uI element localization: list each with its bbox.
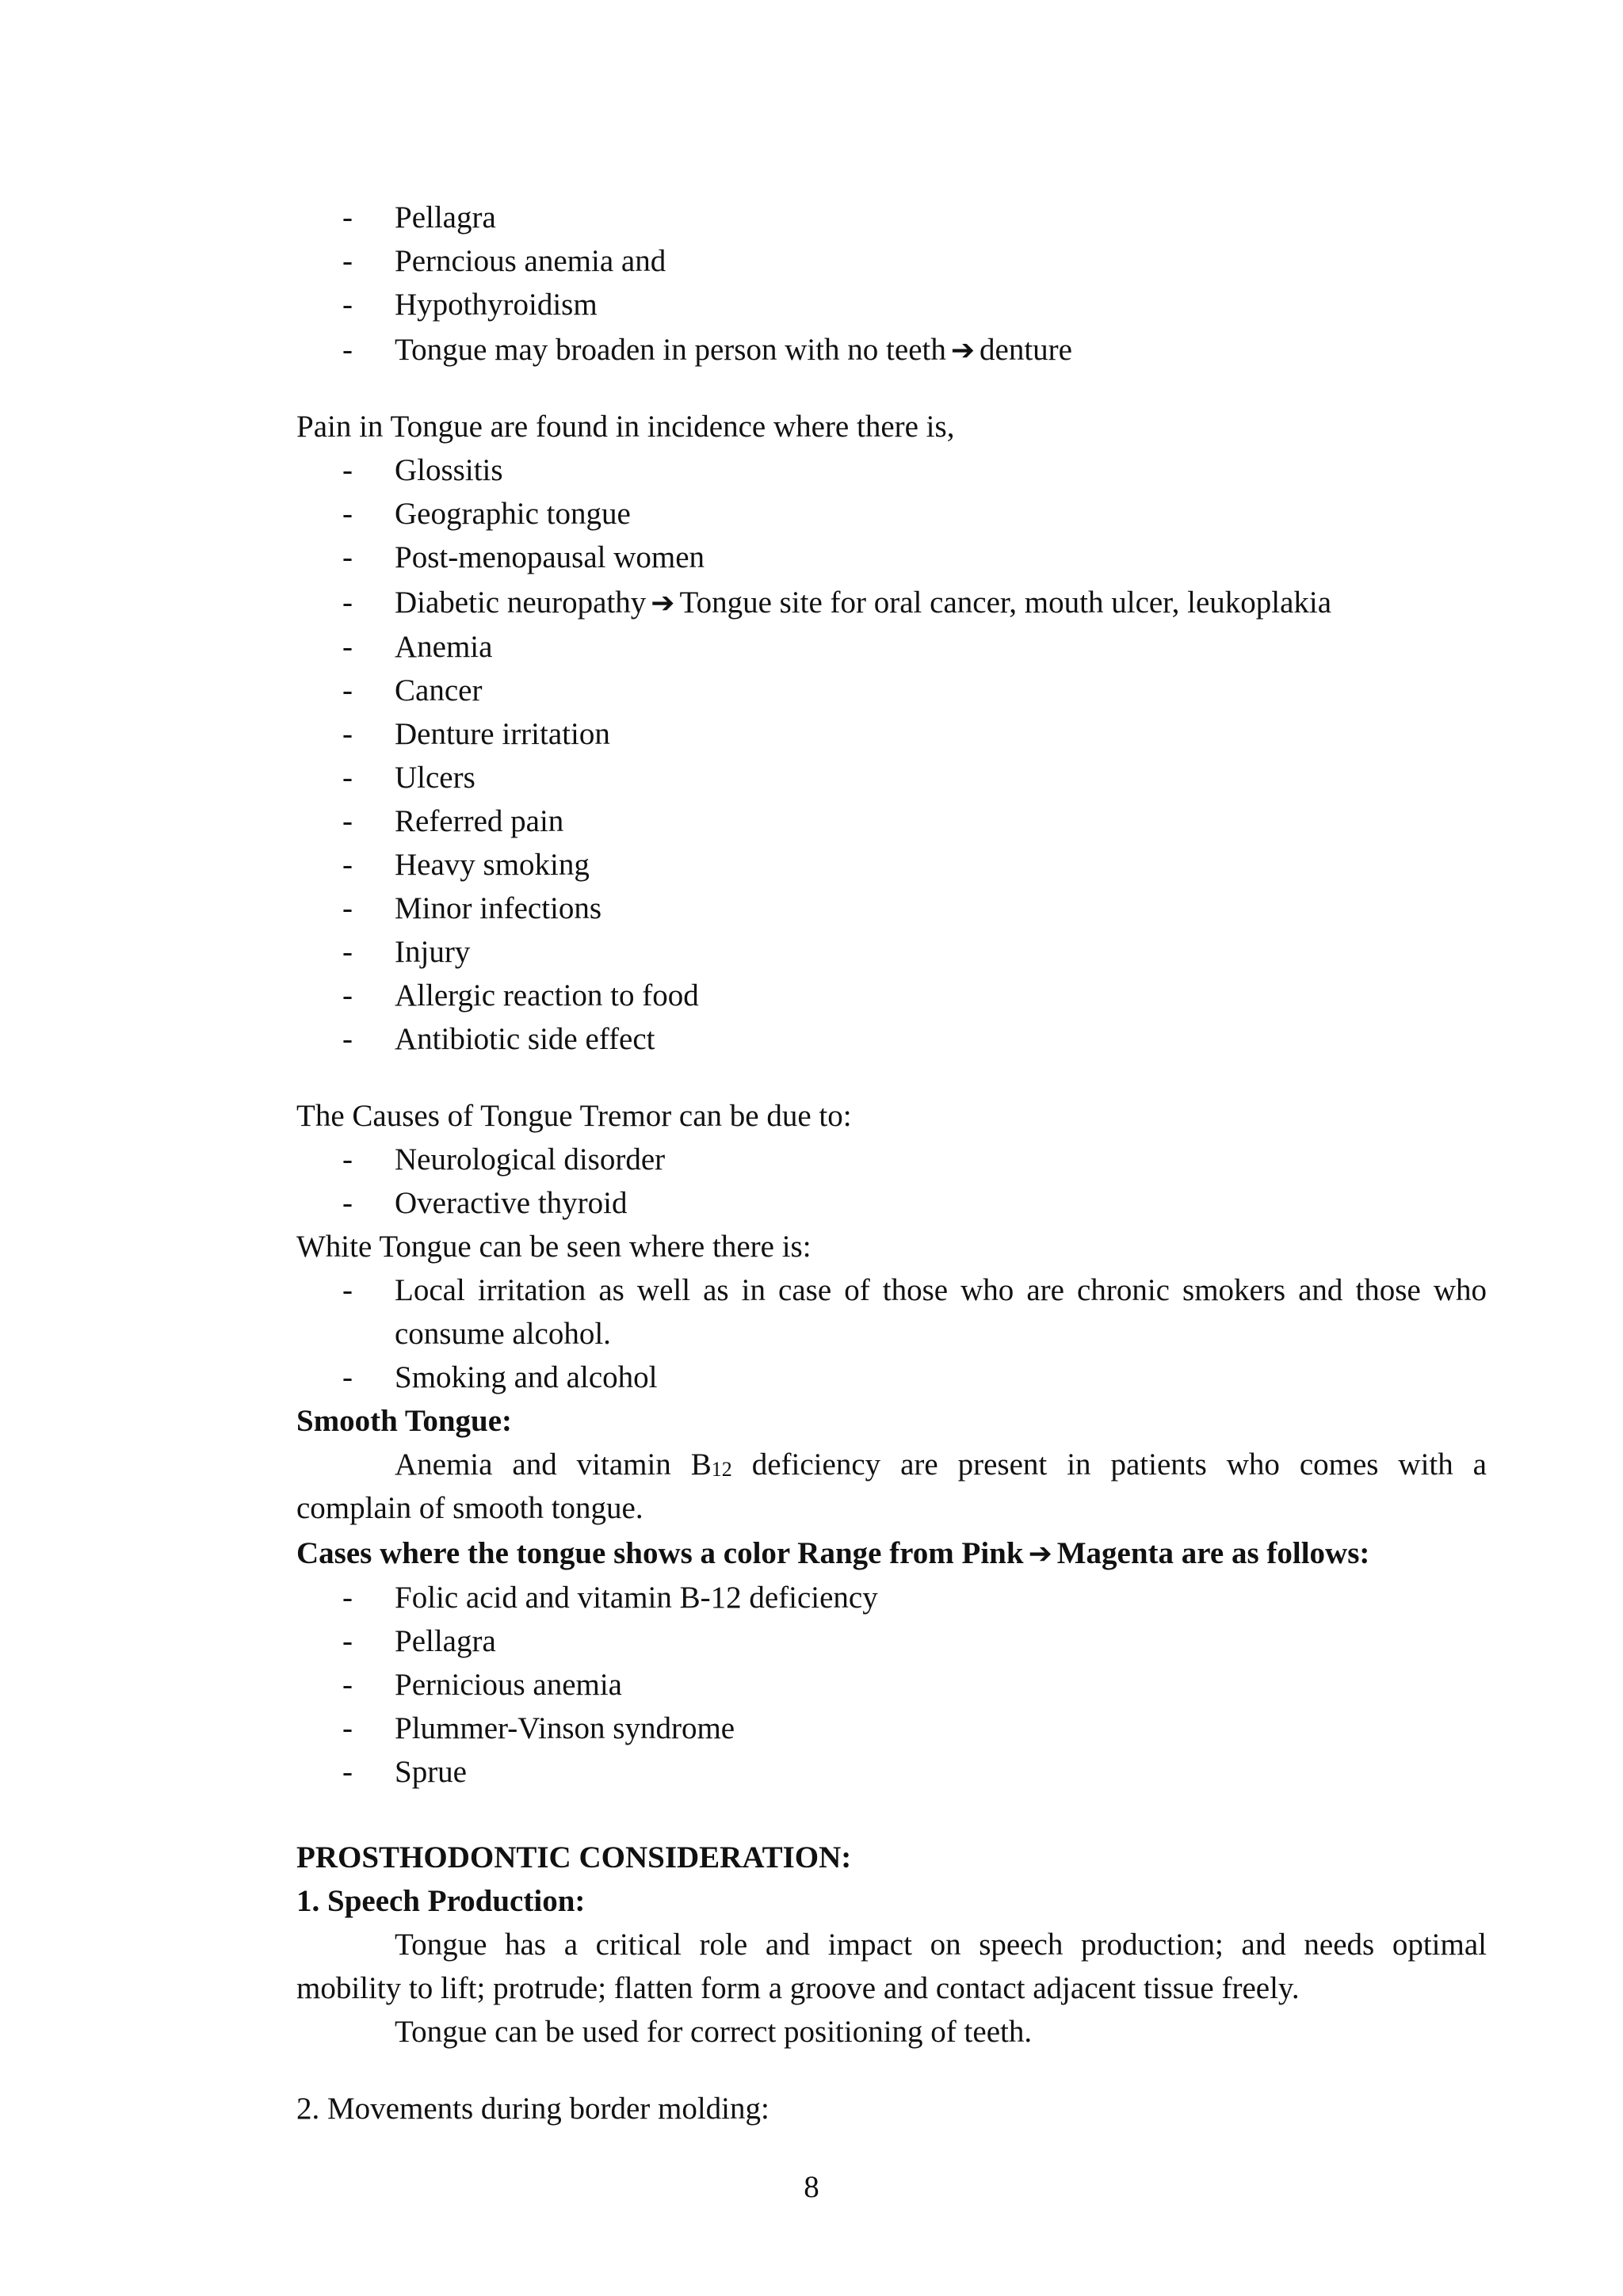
bullet-dash: - xyxy=(342,935,353,969)
list-item: Ulcers xyxy=(395,761,475,795)
paragraph-positioning: Tongue can be used for correct positioning of teeth. xyxy=(395,2015,1033,2049)
paragraph-smooth-continuation: complain of smooth tongue. xyxy=(296,1491,643,1525)
list-item: Cancer xyxy=(395,673,483,707)
list-item-continuation: consume alcohol. xyxy=(395,1317,611,1351)
list-item: Injury xyxy=(395,935,471,969)
list-item: Hypothyroidism xyxy=(395,288,598,322)
bullet-dash: - xyxy=(342,978,353,1013)
list-item: Referred pain xyxy=(395,804,564,838)
subheading-speech: 1. Speech Production: xyxy=(296,1884,586,1918)
bullet-dash: - xyxy=(342,333,353,367)
list-item: Local irritation as well as in case of those who are chronic smokers and those who xyxy=(395,1273,1487,1307)
list-item: Neurological disorder xyxy=(395,1142,666,1177)
bullet-dash: - xyxy=(342,630,353,664)
bullet-dash: - xyxy=(342,1581,353,1615)
bullet-dash: - xyxy=(342,1668,353,1702)
bullet-dash: - xyxy=(342,585,353,620)
bullet-dash: - xyxy=(342,288,353,322)
arrow-right-icon: ➔ xyxy=(1028,1538,1052,1570)
bullet-dash: - xyxy=(342,1624,353,1658)
bullet-dash: - xyxy=(342,1022,353,1056)
bullet-dash: - xyxy=(342,891,353,925)
bullet-dash: - xyxy=(342,540,353,574)
item-text: Diabetic neuropathy xyxy=(395,585,647,620)
bullet-dash: - xyxy=(342,1711,353,1745)
paragraph-speech-continuation: mobility to lift; protrude; flatten form a groove and contact adjacent tissue freely. xyxy=(296,1971,1300,2005)
bullet-dash: - xyxy=(342,1273,353,1307)
bullet-dash: - xyxy=(342,848,353,882)
list-item: Minor infections xyxy=(395,891,602,925)
list-item: Smoking and alcohol xyxy=(395,1360,658,1394)
bullet-dash: - xyxy=(342,497,353,531)
list-item: Pellagra xyxy=(395,1624,496,1658)
item-text: denture xyxy=(980,333,1072,367)
arrow-right-icon: ➔ xyxy=(950,334,976,367)
list-item: Pernicious anemia xyxy=(395,1668,622,1702)
list-item: Geographic tongue xyxy=(395,497,631,531)
item-text: Tongue site for oral cancer, mouth ulcer, leukoplakia xyxy=(679,585,1332,620)
subheading-border-molding: 2. Movements during border molding: xyxy=(296,2092,769,2126)
bullet-dash: - xyxy=(342,804,353,838)
list-item: Overactive thyroid xyxy=(395,1186,628,1220)
list-item: Allergic reaction to food xyxy=(395,978,699,1013)
heading-text: Magenta are as follows: xyxy=(1056,1536,1370,1570)
bullet-dash: - xyxy=(342,453,353,487)
paragraph-tremor-intro: The Causes of Tongue Tremor can be due to: xyxy=(296,1099,852,1133)
list-item: Heavy smoking xyxy=(395,848,590,882)
list-item: Plummer-Vinson syndrome xyxy=(395,1711,735,1745)
bullet-dash: - xyxy=(342,761,353,795)
heading-text: Cases where the tongue shows a color Range from Pink xyxy=(296,1536,1024,1570)
bullet-dash: - xyxy=(342,1142,353,1177)
list-item: Denture irritation xyxy=(395,717,610,751)
text-span: Anemia and vitamin B xyxy=(395,1447,712,1482)
section-heading-smooth: Smooth Tongue: xyxy=(296,1404,513,1438)
list-item: Glossitis xyxy=(395,453,503,487)
list-item xyxy=(395,582,1331,625)
paragraph-white-intro: White Tongue can be seen where there is: xyxy=(296,1230,812,1264)
arrow-right-icon: ➔ xyxy=(651,587,675,620)
paragraph-speech: Tongue has a critical role and impact on speech production; and needs optimal xyxy=(395,1928,1487,1962)
section-heading-prosthodontic: PROSTHODONTIC CONSIDERATION: xyxy=(296,1840,852,1875)
text-span: deficiency are present in patients who comes with a xyxy=(731,1447,1487,1482)
section-heading-color xyxy=(296,1532,1369,1576)
item-text: Tongue may broaden in person with no teeth xyxy=(395,333,946,367)
bullet-dash: - xyxy=(342,1186,353,1220)
list-item: Sprue xyxy=(395,1755,467,1789)
subscript: 12 xyxy=(711,1458,732,1481)
list-item: Pellagra xyxy=(395,200,496,235)
list-item: Folic acid and vitamin B-12 deficiency xyxy=(395,1581,878,1615)
list-item: Perncious anemia and xyxy=(395,244,666,278)
list-item xyxy=(395,329,1072,372)
bullet-dash: - xyxy=(342,1360,353,1394)
paragraph-smooth xyxy=(395,1444,1487,1486)
paragraph-pain-intro: Pain in Tongue are found in incidence where there is, xyxy=(296,410,955,444)
bullet-dash: - xyxy=(342,244,353,278)
list-item: Post-menopausal women xyxy=(395,540,705,574)
list-item: Antibiotic side effect xyxy=(395,1022,655,1056)
bullet-dash: - xyxy=(342,673,353,707)
bullet-dash: - xyxy=(342,717,353,751)
bullet-dash: - xyxy=(342,200,353,235)
page-number: 8 xyxy=(804,2170,819,2204)
bullet-dash: - xyxy=(342,1755,353,1789)
list-item: Anemia xyxy=(395,630,493,664)
